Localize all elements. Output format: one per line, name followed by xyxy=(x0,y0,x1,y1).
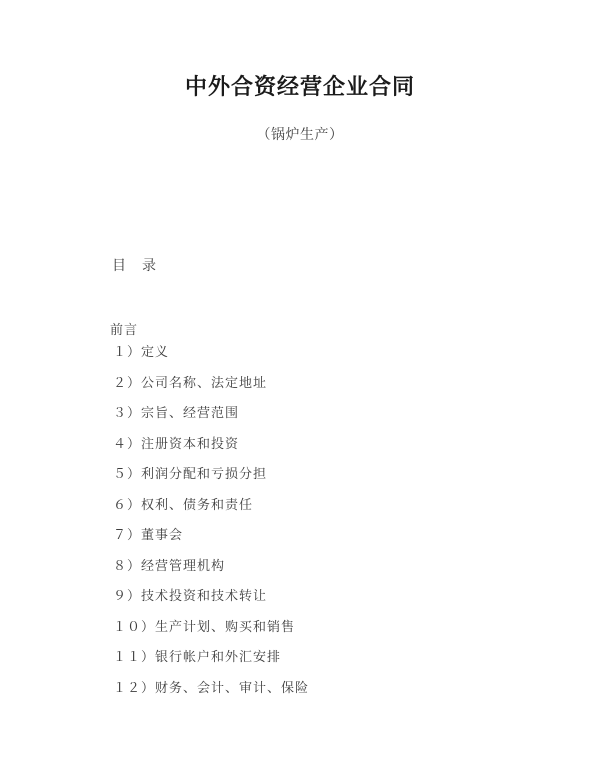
document-subtitle: （锅炉生产） xyxy=(256,128,344,143)
toc-item-7: ７）董事会 xyxy=(113,527,184,542)
toc-heading: 目 录 xyxy=(112,259,157,274)
toc-item-6: ６）权利、债务和责任 xyxy=(113,496,254,512)
toc-item-10: １０）生产计划、购买和销售 xyxy=(113,618,296,634)
toc-item-1: １）定义 xyxy=(113,344,170,359)
toc-item-5: ５）利润分配和亏损分担 xyxy=(113,466,268,481)
toc-item-11: １１）银行帐户和外汇安排 xyxy=(113,649,282,664)
toc-item-8: ８）经营管理机构 xyxy=(113,557,226,573)
document-title: 中外合资经营企业合同 xyxy=(184,74,415,99)
toc-item-12: １２）财务、会计、审计、保险 xyxy=(113,679,310,695)
toc-list xyxy=(113,337,560,703)
toc-preface-item: 前言 xyxy=(110,322,139,337)
toc-item-4: ４）注册资本和投资 xyxy=(113,435,240,451)
toc-item-9: ９）技术投资和技术转让 xyxy=(113,588,268,603)
toc-item-3: ３）宗旨、经营范围 xyxy=(113,405,240,420)
toc-item-2: ２）公司名称、法定地址 xyxy=(113,374,268,390)
